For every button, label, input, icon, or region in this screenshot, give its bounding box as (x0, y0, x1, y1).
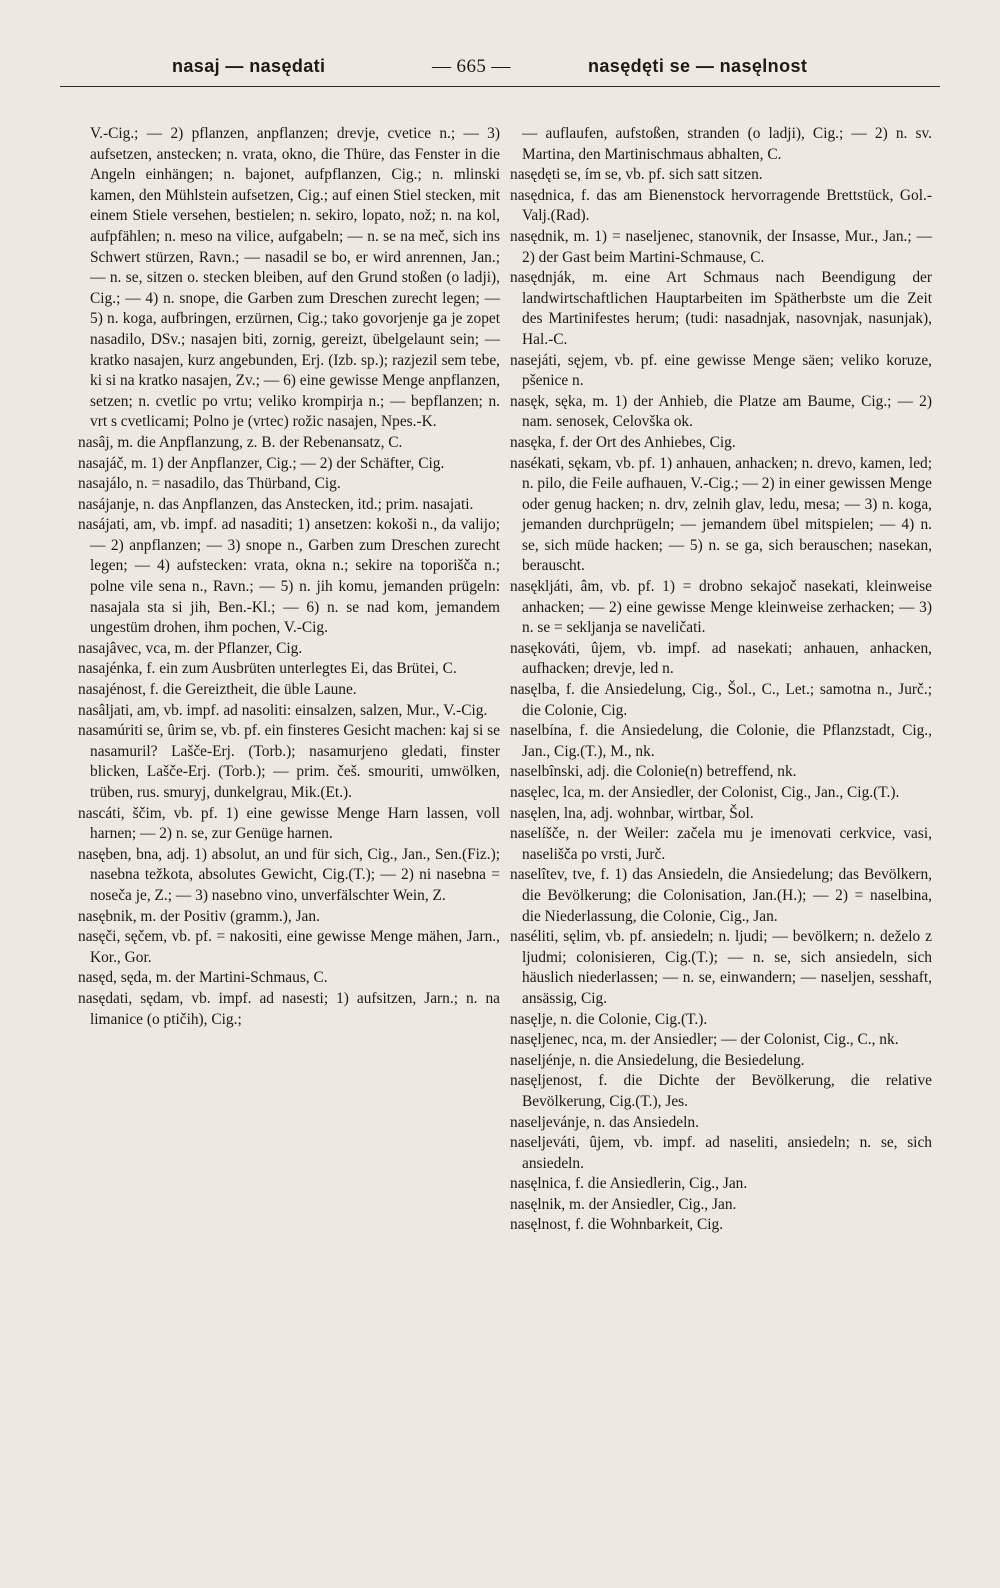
dictionary-entry: nasęljenost, f. die Dichte der Bevölkerung, die relative Bevölkerung, Cig.(T.), Jes. (510, 1072, 932, 1110)
dictionary-entry: nasęlba, f. die Ansiedelung, Cig., Šol., C., Let.; samotna n., Jurč.; die Colonie, Cig. (510, 681, 932, 719)
dictionary-entry: nasęben, bna, adj. 1) absolut, an und für sich, Cig., Jan., Sen.(Fiz.); nasebna težkota, absolutes Gewicht, Cig.(T.); — 2) ni nasebna = noseča je, Z.; — 3) nasebno vino, unverfälschter Wein, Z. (78, 845, 500, 904)
dictionary-entry: nasajénka, f. ein zum Ausbrüten unterlegtes Ei, das Brütei, C. (78, 660, 457, 678)
dictionary-entry: nasęlen, lna, adj. wohnbar, wirtbar, Šol. (510, 804, 754, 822)
dictionary-entry: nasęlnik, m. der Ansiedler, Cig., Jan. (510, 1195, 737, 1213)
dictionary-entry: nasajáč, m. 1) der Anpflanzer, Cig.; — 2) der Schäfter, Cig. (78, 454, 445, 472)
dictionary-entry: naselbína, f. die Ansiedelung, die Colonie, die Pflanzstadt, Cig., Jan., Cig.(T.), M., nk. (510, 722, 932, 760)
dictionary-entry: naseljevánje, n. das Ansiedeln. (510, 1113, 699, 1131)
dictionary-entry: nasékati, sękam, vb. pf. 1) anhauen, anhacken; n. drevo, kamen, led; n. pilo, die Feile aufhauen, V.-Cig.; — 2) in einer gewissen Menge oder genug hacken; n. drv, zelnih glav, ledu, mesa; — 3) n. koga, jemanden durchprügeln; — jemandem übel mitspielen; — 4) n. se, sich müde hacken; — 5) n. se ga, sich berauschen; nasekan, berauscht. (510, 454, 932, 575)
dictionary-entry: nasęlnica, f. die Ansiedlerin, Cig., Jan. (510, 1175, 748, 1193)
dictionary-entry: naselíšče, n. der Weiler: začela mu je imenovati cerkvice, vasi, naselišča po vrsti, Jurč. (510, 825, 932, 863)
dictionary-entry: nasajâvec, vca, m. der Pflanzer, Cig. (78, 639, 303, 657)
dictionary-entry: nasęljenec, nca, m. der Ansiedler; — der Colonist, Cig., C., nk. (510, 1031, 899, 1049)
dictionary-entry: nasędnica, f. das am Bienenstock hervorragende Brettstück, Gol.-Valj.(Rad). (510, 186, 932, 225)
dictionary-entry: nasâljati, am, vb. impf. ad nasoliti: einsalzen, salzen, Mur., V.-Cig. (78, 701, 488, 719)
dictionary-entry: — auflaufen, aufstoßen, stranden (o ladji), Cig.; — 2) n. sv. Martina, den Martinischmaus abhalten, C. (522, 125, 932, 163)
dictionary-entry: nasejáti, sęjem, vb. pf. eine gewisse Menge säen; veliko koruze, pšenice n. (510, 351, 932, 390)
right-column (510, 124, 932, 1236)
running-head-right: nasędęti se — nasęlnost (588, 56, 808, 76)
dictionary-entry: nasękováti, ûjem, vb. impf. ad nasekati; anhauen, anhacken, aufhacken; drevje, led n. (510, 639, 932, 678)
dictionary-entry: nasędnik, m. 1) = naseljenec, stanovnik, der Insasse, Mur., Jan.; — 2) der Gast beim Martini-Schmause, C. (510, 227, 932, 266)
dictionary-entry: nasęlje, n. die Colonie, Cig.(T.). (510, 1010, 708, 1028)
page-number: — 665 — (432, 56, 511, 77)
dictionary-entry: V.-Cig.; — 2) pflanzen, anpflanzen; drevje, cvetice n.; — 3) aufsetzen, anstecken; n. vrata, okno, die Thüre, das Fenster in die Angeln einhängen; n. bajonet, aufpflanzen, Cig.; n. mlinski kamen, den Mühlstein aufsetzen, Cig.; auf einen Stiel stecken, mit einem Stiele versehen, bestielen; n. sekiro, lopato, nož; n. na kol, aufpfählen; n. meso na vilice, aufgabeln; — n. se na meč, sich ins Schwert stürzen, Ravn.; — nasadil se bo, er wird anrennen, Jan.; — n. se, sitzen o. stecken bleiben, auf den Grund stoßen (o ladji), Cig.; — 4) n. snope, die Garben zum Dreschen zurecht legen; — 5) n. koga, aufbringen, erzürnen, Cig.; tako govorjenje ga je zopet nasadilo, DSv.; nasajen biti, zornig, gereizt, übelgelaunt sein; — kratko nasajen, kurz angebunden, Erj. (Izb. sp.); razjezil sem tebe, ki si na kratko nasajen, Zv.; — 6) eine gewisse Menge anpflanzen, setzen; n. cvetlic po vrtu; veliko krompirja n.; — bepflanzen; n. vrt s cvetlicami; Polno je (vrtec) rožic nasajen, Npes.-K. (90, 125, 500, 431)
dictionary-entry: nascáti, ščim, vb. pf. 1) eine gewisse Menge Harn lassen, voll harnen; — 2) n. se, zur Genüge harnen. (78, 804, 500, 843)
dictionary-entry: nasájanje, n. das Anpflanzen, das Anstecken, itd.; prim. nasajati. (78, 495, 474, 513)
dictionary-entry: naseljeváti, ûjem, vb. impf. ad naseliti, ansiedeln; n. se, sich ansiedeln. (510, 1134, 932, 1172)
running-head-left: nasaj — nasędati (172, 56, 326, 76)
dictionary-entry: nasęka, f. der Ort des Anhiebes, Cig. (510, 433, 736, 451)
dictionary-entry: naseljénje, n. die Ansiedelung, die Besiedelung. (510, 1051, 805, 1069)
dictionary-entry: nasęk, sęka, m. 1) der Anhieb, die Platze am Baume, Cig.; — 2) nam. senosek, Celovška ok. (510, 392, 932, 431)
page-header (60, 52, 940, 87)
dictionary-entry: nasębnik, m. der Positiv (gramm.), Jan. (78, 907, 320, 925)
dictionary-entry: nasamúriti se, ûrim se, vb. pf. ein finsteres Gesicht machen: kaj si se nasamuril? Lašče-Erj. (Torb.); nasamurjeno gledati, finster blicken, Lašče-Erj. (Torb.); — prim. češ. smouriti, umwölken, trüben, rus. smuryj, dunkelgrau, Mik.(Et.). (78, 722, 500, 801)
dictionary-entry: nasęd, sęda, m. der Martini-Schmaus, C. (78, 969, 328, 987)
dictionary-entry: nasędnják, m. eine Art Schmaus nach Beendigung der landwirtschaftlichen Hauptarbeiten im Spätherbste um die Zeit des Martinifestes herum; (tudi: nasadnjak, nasovnjak, nasunjak), Hal.-C. (510, 269, 932, 348)
dictionary-entry: nasędęti se, ím se, vb. pf. sich satt sitzen. (510, 166, 763, 184)
dictionary-entry: nasęlnost, f. die Wohnbarkeit, Cig. (510, 1216, 724, 1234)
left-column (78, 124, 500, 1030)
dictionary-entry: nasękljáti, âm, vb. pf. 1) = drobno sekajoč nasekati, kleinweise anhacken; — 2) eine gewisse Menge kleinweise zerhacken; — 3) n. se = sekljanja se naveličati. (510, 578, 932, 637)
dictionary-entry: nasęlec, lca, m. der Ansiedler, der Colonist, Cig., Jan., Cig.(T.). (510, 784, 900, 801)
dictionary-entry: naselîtev, tve, f. 1) das Ansiedeln, die Ansiedelung; das Bevölkern, die Bevölkerung; die Colonisation, Jan.(H.); — 2) = naselbina, die Niederlassung, die Colonie, Cig., Jan. (510, 866, 932, 925)
dictionary-entry: nasajálo, n. = nasadilo, das Thürband, Cig. (78, 475, 341, 493)
dictionary-entry: nasâj, m. die Anpflanzung, z. B. der Rebenansatz, C. (78, 433, 403, 451)
dictionary-entry: nasędati, sędam, vb. impf. ad nasesti; 1) aufsitzen, Jarn.; n. na limanice (o ptičih), Cig.; (78, 989, 500, 1028)
dictionary-entry: nasajénost, f. die Gereiztheit, die üble Laune. (78, 681, 357, 699)
dictionary-entry: nasęči, sęčem, vb. pf. = nakositi, eine gewisse Menge mähen, Jarn., Kor., Gor. (78, 928, 500, 966)
dictionary-entry: nasájati, am, vb. impf. ad nasaditi; 1) ansetzen: kokoši n., da valijo; — 2) anpflanzen; — 3) snope n., Garben zum Dreschen zurecht legen; — 4) aufstecken: vrata, okna n.; sekire na toporišča n.; polne vile sena n., Ravn.; — 5) n. jih komu, jemanden prügeln: nasajala sta si jih, Ben.-Kl.; — 6) n. se nad kom, jemandem ungestüm drohen, ihm pochen, V.-Cig. (78, 516, 500, 637)
dictionary-entry: naséliti, sęlim, vb. pf. ansiedeln; n. ljudi; — bevölkern; n. deželo z ljudmi; colonisieren, Cig.(T.); — n. se, sich ansiedeln, sich häuslich niederlassen; — n. se, einwandern; — naseljen, sesshaft, ansässig, Cig. (510, 928, 932, 1007)
dictionary-entry: naselbînski, adj. die Colonie(n) betreffend, nk. (510, 763, 797, 781)
